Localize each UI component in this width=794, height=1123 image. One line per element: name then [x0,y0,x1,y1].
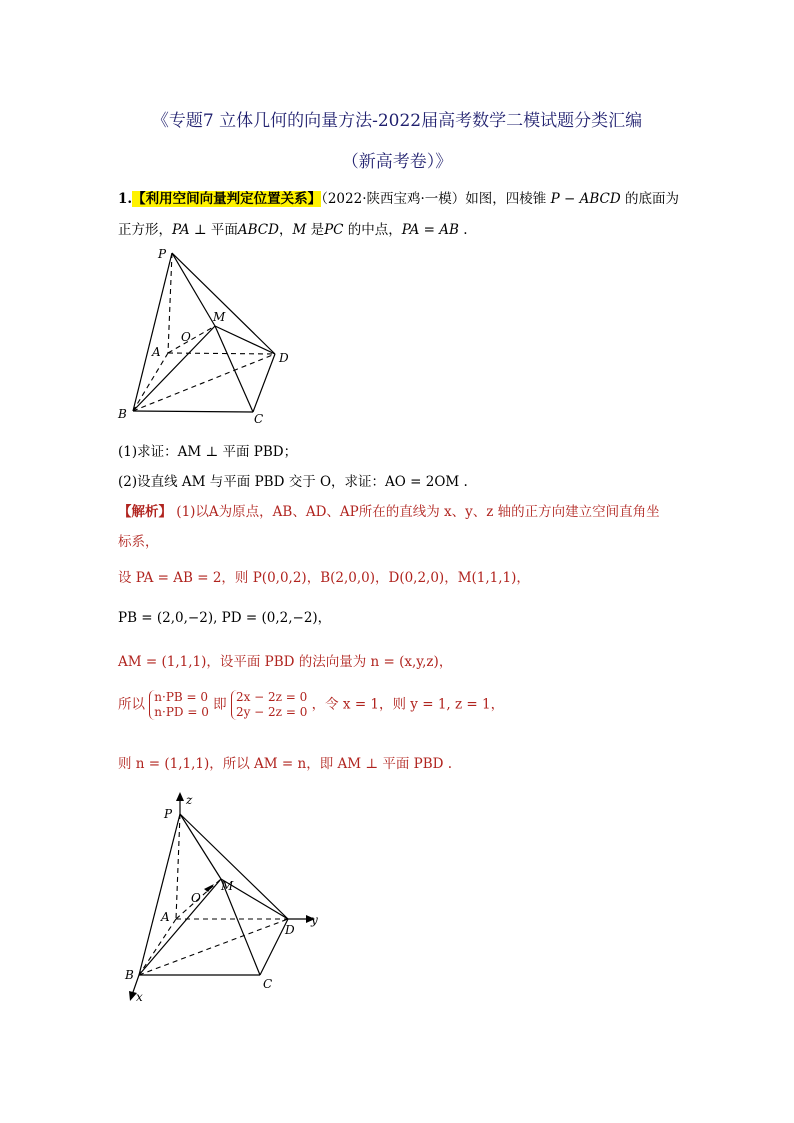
problem-stem-e: 是 [310,222,325,238]
problem-line1: 1.【利用空间向量判定位置关系】（2022·陕西宝鸡·一模）如图，四棱锥 P − ABCD 的底面为 [118,191,679,207]
label-B: B [118,407,127,421]
label-O: O [181,330,191,344]
label-P: P [158,247,167,261]
solution-line4: PB = (2,0,−2), PD = (0,2,−2)， [118,610,332,626]
eq-1b: n·PD = 0 [154,705,209,719]
solution-label: 【解析】 [118,504,172,520]
problem-stem-c: 正方形， [118,222,172,238]
solution-line2: 标系， [118,534,159,550]
equation-system-2 [231,690,307,720]
problem-stem-b: 的底面为 [624,191,679,207]
solution-s5-post: ，令 x = 1，则 y = 1, z = 1， [311,696,505,713]
solution-s1a: (1)以A为原点，AB、AD、AP所在的直线为 x、y、z 轴的正方向建立空间直角坐 [176,504,660,520]
solution-line3: 设 PA = AB = 2，则 P(0,0,2)，B(2,0,0)，D(0,2,0)，M(1,1,1)， [118,570,530,586]
question-1: (1)求证：AM ⊥ 平面 PBD； [118,444,298,460]
problem-source: （2022·陕西宝鸡·一模） [321,191,466,207]
solution-s5-pre: 所以 [118,696,145,713]
solution-line6 [118,690,504,720]
solution-line7: 则 n = (1,1,1)，所以 AM = n，即 AM ⊥ 平面 PBD . [118,756,453,772]
label-M: M [221,879,234,893]
eq-1a: n·PB = 0 [154,690,209,704]
label-C: C [263,977,273,991]
solution-line1 [118,500,660,520]
coordinate-figure [118,792,328,1007]
problem-stem-d: 平面 [210,222,238,238]
axis-y-label: y [311,913,318,927]
doc-title-line2: （新高考卷）》 [341,152,453,172]
label-P: P [164,807,173,821]
doc-title-line1: 《专题7 立体几何的向量方法-2022届高考数学二模试题分类汇编 [151,111,643,131]
label-M: M [213,310,226,324]
label-D: D [285,923,295,937]
label-A: A [161,910,170,924]
problem-line2: 正方形，PA ⊥ 平面ABCD，M 是PC 的中点，PA = AB . [118,222,468,238]
solution-line5: AM = (1,1,1)，设平面 PBD 的法向量为 n = (x,y,z)， [118,654,453,670]
label-O: O [191,891,201,905]
problem-tag: 【利用空间向量判定位置关系】 [132,191,322,207]
equation-system-1 [149,690,209,720]
problem-stem-a: 如图，四棱锥 [465,191,547,207]
solution-s5-mid: 即 [213,696,227,713]
label-A: A [152,345,161,359]
label-B: B [125,968,134,982]
eq-2a: 2x − 2z = 0 [235,690,308,704]
eq-2b: 2y − 2z = 0 [235,705,308,719]
problem-stem-f: 的中点， [347,222,402,238]
pyramid-figure [115,245,305,430]
axis-z-label: z [186,793,193,807]
question-2: (2)设直线 AM 与平面 PBD 交于 O，求证：AO = 2OM . [118,474,468,490]
axis-x-label: x [136,990,143,1004]
label-C: C [254,412,264,426]
problem-number: 1. [118,191,133,207]
label-D: D [279,351,289,365]
